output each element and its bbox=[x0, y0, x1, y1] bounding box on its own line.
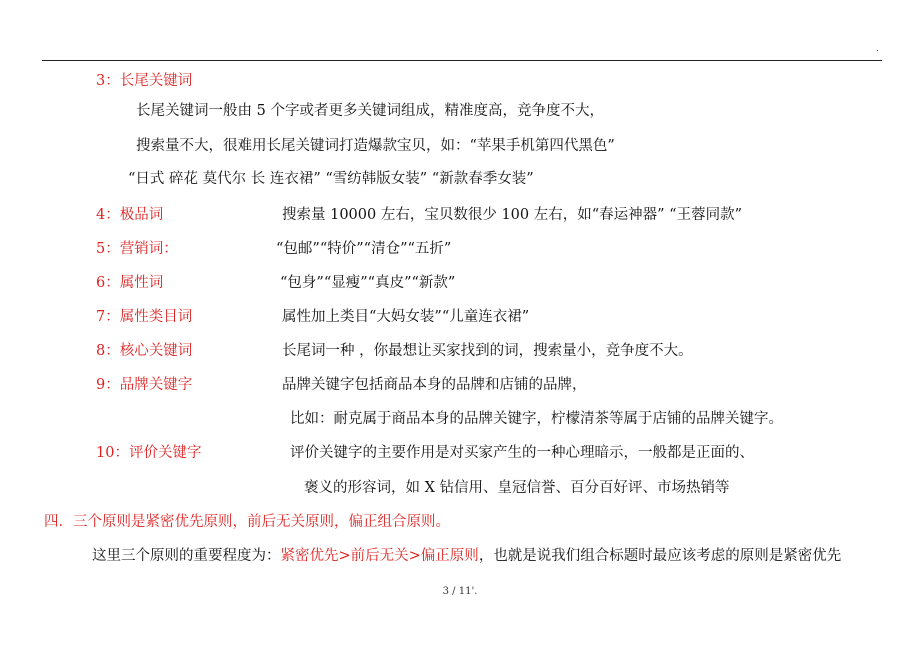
item-label-10: 10：评价关键字 bbox=[96, 445, 202, 461]
item-desc-9: 品牌关键字包括商品本身的品牌和店铺的品牌， bbox=[282, 377, 587, 393]
section3-line-2: 搜索量不大，很难用长尾关键词打造爆款宝贝，如：“苹果手机第四代黑色” bbox=[136, 138, 615, 154]
section4-para-suffix: ，也就是说我们组合标题时最应该考虑的原则是紧密优先 bbox=[478, 548, 842, 564]
item-label-6: 6：属性词 bbox=[96, 275, 164, 291]
section3-line-1: 长尾关键词一般由 5 个字或者更多关键词组成，精准度高，竞争度不大， bbox=[136, 103, 604, 119]
item-desc-6: “包身”“显瘦”“真皮”“新款” bbox=[280, 275, 456, 291]
item-desc-7: 属性加上类目“大妈女装”“儿童连衣裙” bbox=[282, 309, 530, 325]
header-rule bbox=[42, 60, 882, 61]
item-desc-10-cont: 褒义的形容词，如 X 钻信用、皇冠信誉、百分百好评、市场热销等 bbox=[304, 480, 730, 496]
section3-line-3: “日式 碎花 莫代尔 长 连衣裙” “雪纺韩版女装” “新款春季女装” bbox=[128, 171, 534, 187]
section4-para-highlight: 紧密优先>前后无关>偏正原则 bbox=[280, 548, 479, 564]
item-desc-5: “包邮”“特价”“清仓”“五折” bbox=[276, 241, 452, 257]
section4-para-prefix: 这里三个原则的重要程度为： bbox=[92, 548, 281, 564]
item-desc-8: 长尾词一种 ，你最想让买家找到的词，搜索量小，竞争度不大。 bbox=[282, 343, 693, 359]
header-mark: . bbox=[876, 44, 879, 54]
item-desc-9-cont: 比如：耐克属于商品本身的品牌关键字，柠檬清茶等属于店铺的品牌关键字。 bbox=[290, 411, 783, 427]
item-label-9: 9：品牌关键字 bbox=[96, 377, 193, 393]
section4-paragraph bbox=[92, 547, 841, 565]
item-label-7: 7：属性类目词 bbox=[96, 309, 193, 325]
page-number: 3 / 11'. bbox=[442, 586, 478, 597]
item-label-8: 8：核心关键词 bbox=[96, 343, 193, 359]
item-label-4: 4：极品词 bbox=[96, 207, 164, 223]
item-label-5: 5：营销词： bbox=[96, 241, 178, 257]
item-desc-4: 搜索量 10000 左右，宝贝数很少 100 左右，如“春运神器” “王蓉同款” bbox=[282, 207, 742, 223]
section3-label: 3：长尾关键词 bbox=[96, 73, 193, 89]
section4-heading: 四．三个原则是紧密优先原则，前后无关原则，偏正组合原则。 bbox=[44, 514, 450, 530]
item-desc-10: 评价关键字的主要作用是对买家产生的一种心理暗示，一般都是正面的、 bbox=[290, 445, 754, 461]
